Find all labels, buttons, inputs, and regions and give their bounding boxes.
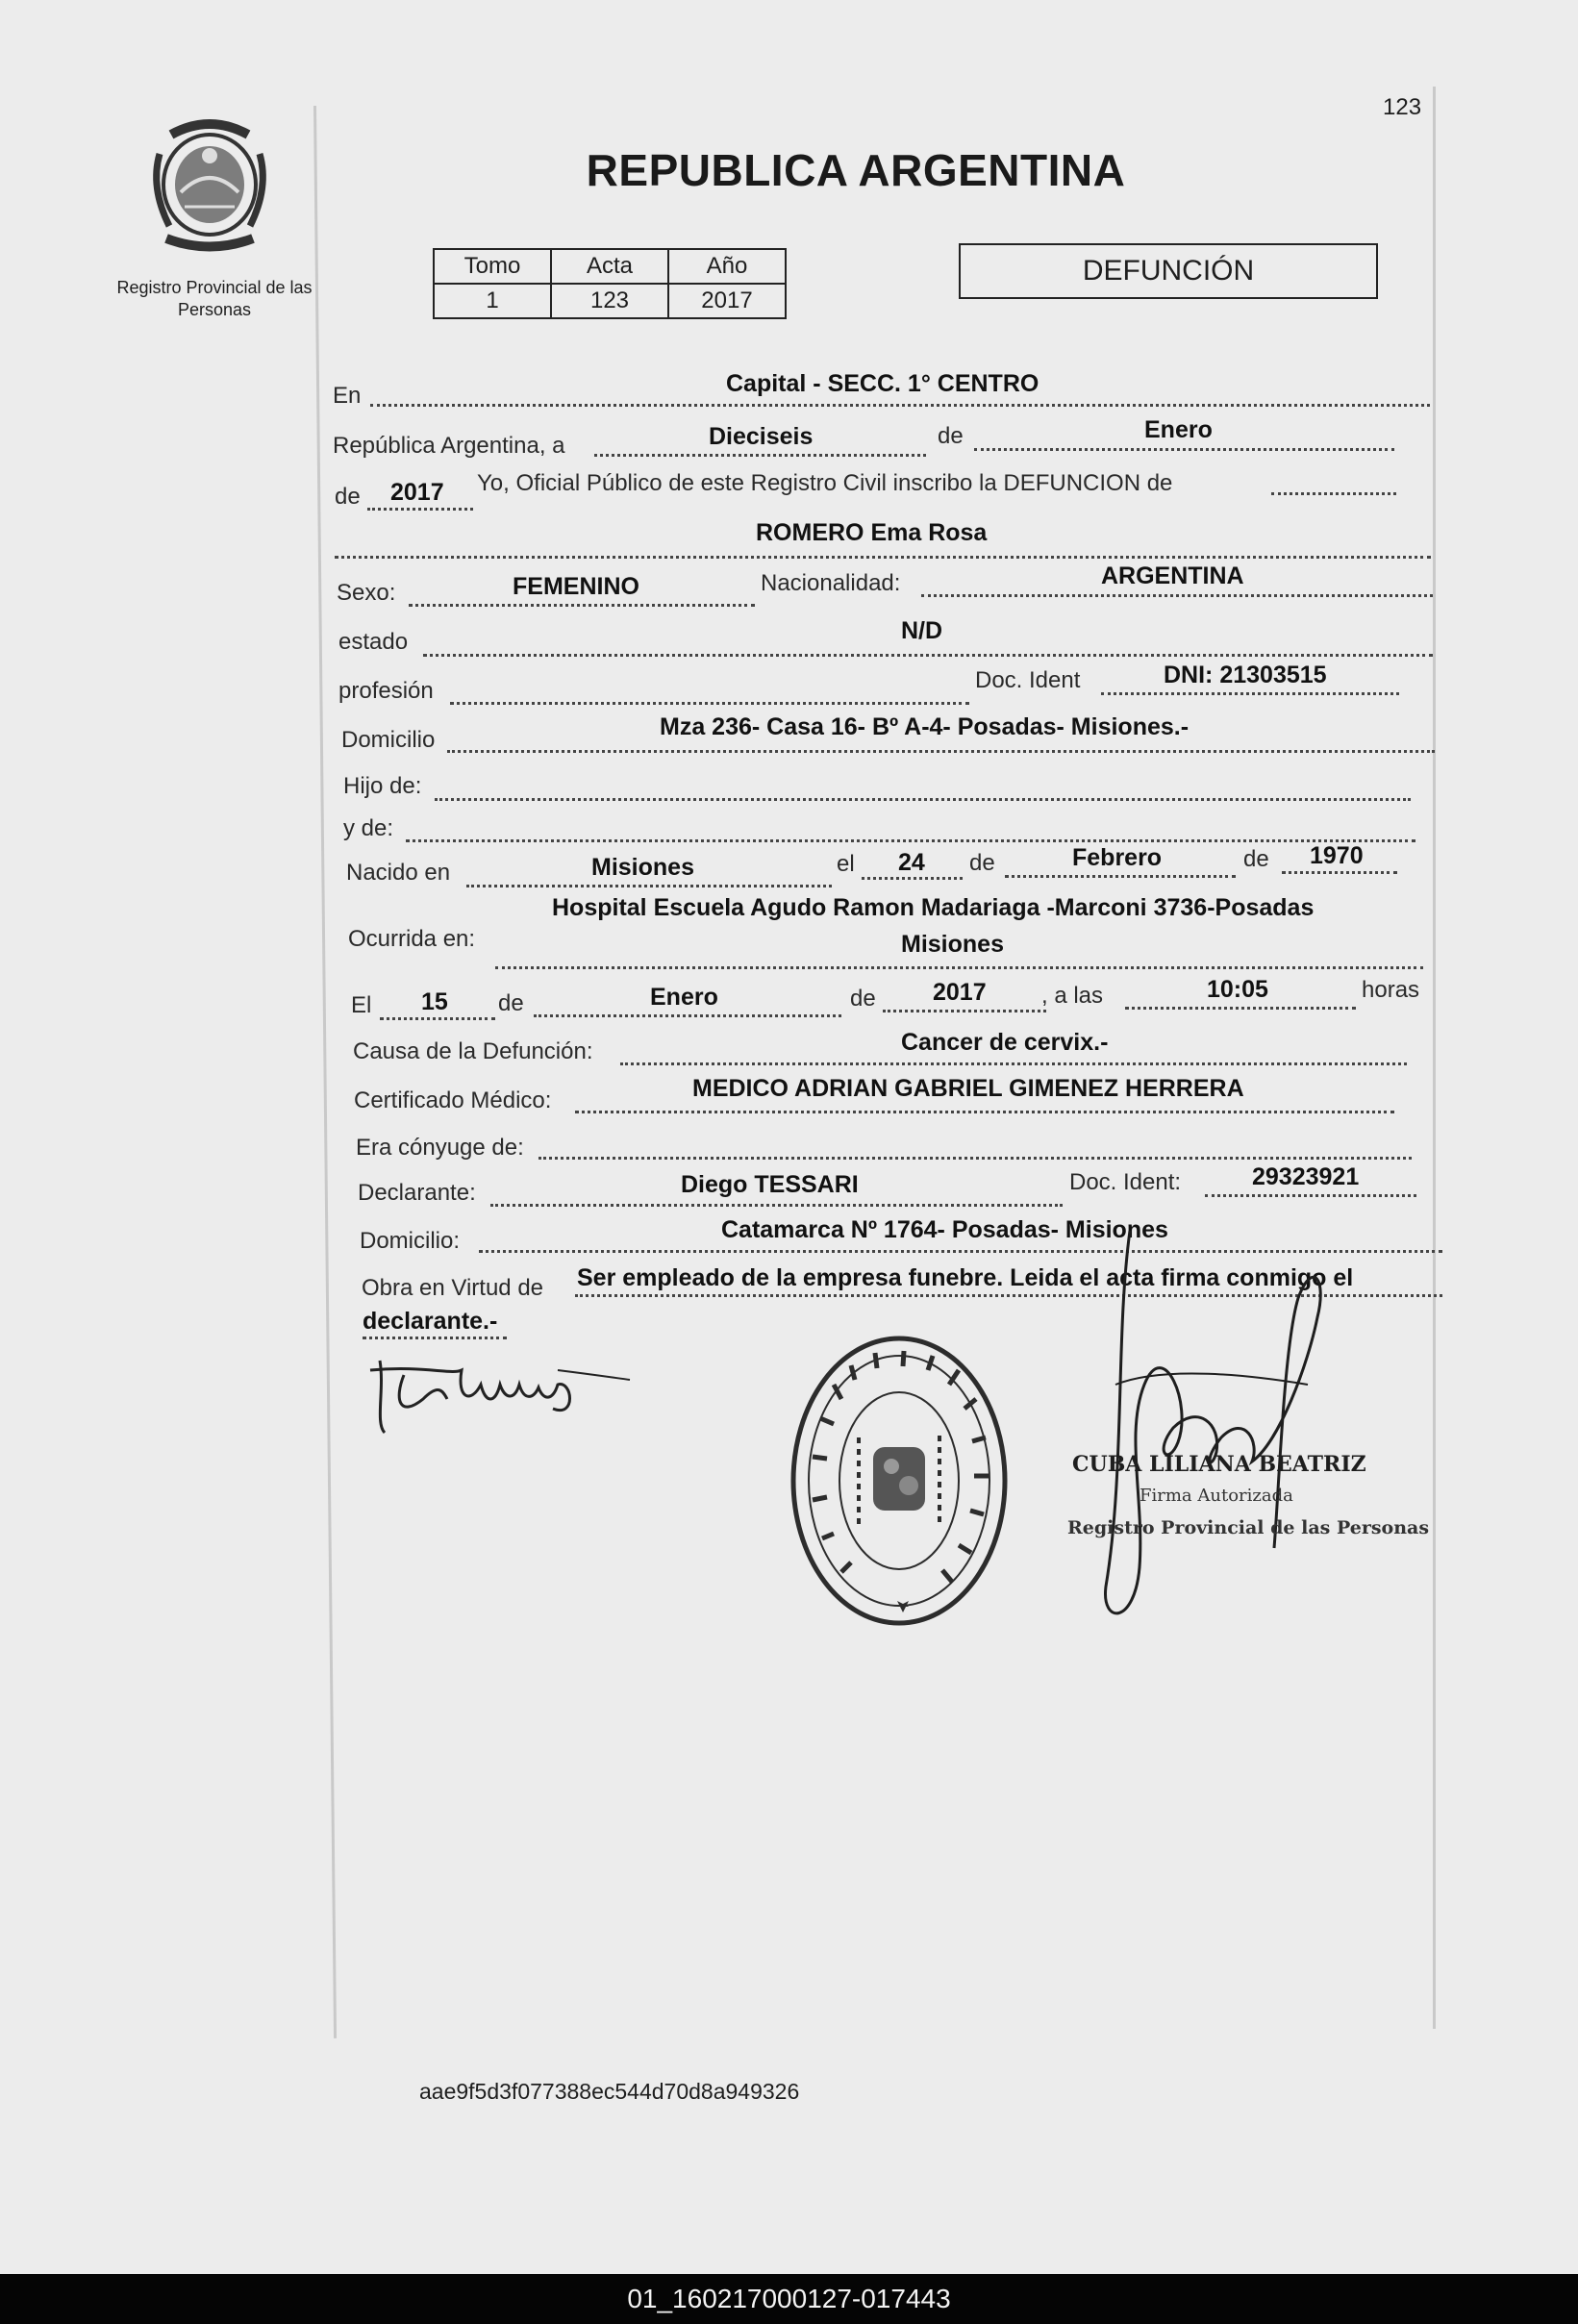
hijo-label: Hijo de:: [343, 773, 422, 799]
doc-dots: [1101, 692, 1399, 695]
register-table: [433, 248, 787, 319]
conyuge-dots: [539, 1157, 1412, 1160]
de-label-2: de: [335, 484, 361, 510]
domicilio2-value: Catamarca Nº 1764- Posadas- Misiones: [721, 1216, 1168, 1243]
horas-label: horas: [1362, 977, 1420, 1003]
header-anio: Año: [668, 249, 786, 284]
causa-dots: [620, 1062, 1407, 1065]
doc2-label: Doc. Ident:: [1069, 1169, 1182, 1195]
declarante-label: Declarante:: [358, 1180, 476, 1206]
register-value-row: [434, 284, 786, 318]
domicilio-label: Domicilio: [341, 727, 436, 753]
nacido-value: Misiones: [591, 854, 694, 881]
de-label-4: de: [1243, 846, 1269, 872]
ocurrida-value-2: Misiones: [901, 931, 1004, 958]
record-type-box: DEFUNCIÓN: [959, 243, 1378, 299]
official-signature-icon: [1087, 1221, 1337, 1625]
estado-label: estado: [338, 629, 409, 655]
domicilio2-label: Domicilio:: [360, 1228, 461, 1254]
doc2-dots: [1205, 1194, 1416, 1197]
year-dots: [367, 508, 473, 511]
estado-dots: [423, 654, 1433, 657]
sexo-dots: [409, 604, 755, 607]
nacido-label: Nacido en: [346, 860, 451, 886]
doc-label: Doc. Ident: [975, 667, 1081, 693]
authority-role: Firma Autorizada: [1140, 1486, 1293, 1506]
domicilio-value: Mza 236- Casa 16- Bº A-4- Posadas- Misiones.-: [660, 713, 1190, 740]
certificado-value: MEDICO ADRIAN GABRIEL GIMENEZ HERRERA: [692, 1075, 1244, 1102]
republica-label: República Argentina, a: [333, 433, 565, 459]
document-hash: aae9f5d3f077388ec544d70d8a949326: [419, 2079, 800, 2104]
death-time-dots: [1125, 1007, 1356, 1010]
ocurrida-dots: [495, 966, 1423, 969]
conyuge-label: Era cónyuge de:: [356, 1135, 524, 1161]
year-value: 2017: [390, 479, 444, 506]
page-number: 123: [1383, 94, 1422, 120]
doc-value: DNI: 21303515: [1164, 662, 1327, 688]
obra-value-1: Ser empleado de la empresa funebre. Leida el acta firma conmigo el: [577, 1264, 1354, 1291]
hijo-dots: [435, 798, 1411, 801]
de-label-1: de: [938, 423, 964, 449]
en-dots: [370, 404, 1430, 407]
declarant-signature-icon: [365, 1332, 635, 1442]
month-dots: [974, 448, 1394, 451]
birth-day: 24: [898, 849, 925, 876]
de-label-6: de: [850, 986, 876, 1012]
day-value: Dieciseis: [709, 423, 814, 450]
value-anio: 2017: [668, 284, 786, 318]
profesion-label: profesión: [338, 678, 434, 704]
causa-value: Cancer de cervix.-: [901, 1029, 1109, 1056]
domicilio-dots: [447, 750, 1435, 753]
name-dots: [335, 556, 1431, 559]
register-header-row: [434, 249, 786, 284]
death-time: 10:05: [1207, 976, 1268, 1003]
el2-label: El: [351, 992, 372, 1018]
obra-value-2: declarante.-: [363, 1308, 498, 1335]
yde-label: y de:: [343, 815, 394, 841]
province-coat-of-arms-icon: [142, 115, 277, 260]
inscribo-dots: [1271, 492, 1396, 495]
death-year-dots: [883, 1010, 1046, 1012]
declarante-dots: [490, 1204, 1063, 1207]
logo-caption: Registro Provincial de las Personas: [116, 278, 313, 319]
en-label: En: [333, 383, 362, 409]
certificado-label: Certificado Médico:: [354, 1087, 552, 1113]
death-day-dots: [380, 1017, 495, 1020]
nacionalidad-dots: [921, 594, 1433, 597]
certificado-dots: [575, 1111, 1394, 1113]
official-stamp-icon: [784, 1332, 1014, 1630]
birth-year-dots: [1282, 871, 1397, 874]
yde-dots: [406, 839, 1415, 842]
en-value: Capital - SECC. 1° CENTRO: [726, 370, 1039, 397]
value-tomo: 1: [434, 284, 551, 318]
estado-value: N/D: [901, 617, 943, 644]
value-acta: 123: [551, 284, 668, 318]
footer-id-bar: 01_160217000127-017443: [0, 2274, 1578, 2324]
header-acta: Acta: [551, 249, 668, 284]
declarante-value: Diego TESSARI: [681, 1171, 859, 1198]
de-label-3: de: [969, 850, 995, 876]
header-tomo: Tomo: [434, 249, 551, 284]
doc2-value: 29323921: [1252, 1163, 1360, 1190]
nacionalidad-label: Nacionalidad:: [761, 570, 901, 596]
death-month-dots: [534, 1014, 841, 1017]
causa-label: Causa de la Defunción:: [353, 1038, 593, 1064]
ocurrida-value-1: Hospital Escuela Agudo Ramon Madariaga -Marconi 3736-Posadas: [552, 894, 1315, 921]
birth-month-dots: [1005, 875, 1236, 878]
day-dots: [594, 454, 926, 457]
death-month: Enero: [650, 984, 718, 1011]
deceased-name: ROMERO Ema Rosa: [756, 519, 988, 546]
authority-org: Registro Provincial de las Personas: [1067, 1517, 1430, 1538]
alas-label: , a las: [1041, 983, 1104, 1009]
right-margin-line: [1433, 87, 1436, 2029]
ocurrida-label: Ocurrida en:: [348, 926, 476, 952]
authority-name: CUBA LILIANA BEATRIZ: [1072, 1452, 1366, 1477]
birth-year: 1970: [1310, 842, 1364, 869]
nacionalidad-value: ARGENTINA: [1101, 562, 1244, 589]
birth-day-dots: [862, 877, 963, 880]
inscribo-text: Yo, Oficial Público de este Registro Civil inscribo la DEFUNCION de: [477, 470, 1173, 496]
obra-label: Obra en Virtud de: [362, 1275, 544, 1301]
death-day: 15: [421, 988, 448, 1015]
profesion-dots: [450, 702, 969, 705]
month-value: Enero: [1144, 416, 1213, 443]
de-label-5: de: [498, 990, 524, 1016]
birth-month: Febrero: [1072, 844, 1163, 871]
document-title: REPUBLICA ARGENTINA: [586, 145, 1126, 195]
death-year: 2017: [933, 979, 987, 1006]
sexo-value: FEMENINO: [513, 573, 639, 600]
el-label: el: [837, 851, 855, 877]
nacido-dots: [466, 885, 832, 887]
sexo-label: Sexo:: [337, 580, 396, 606]
